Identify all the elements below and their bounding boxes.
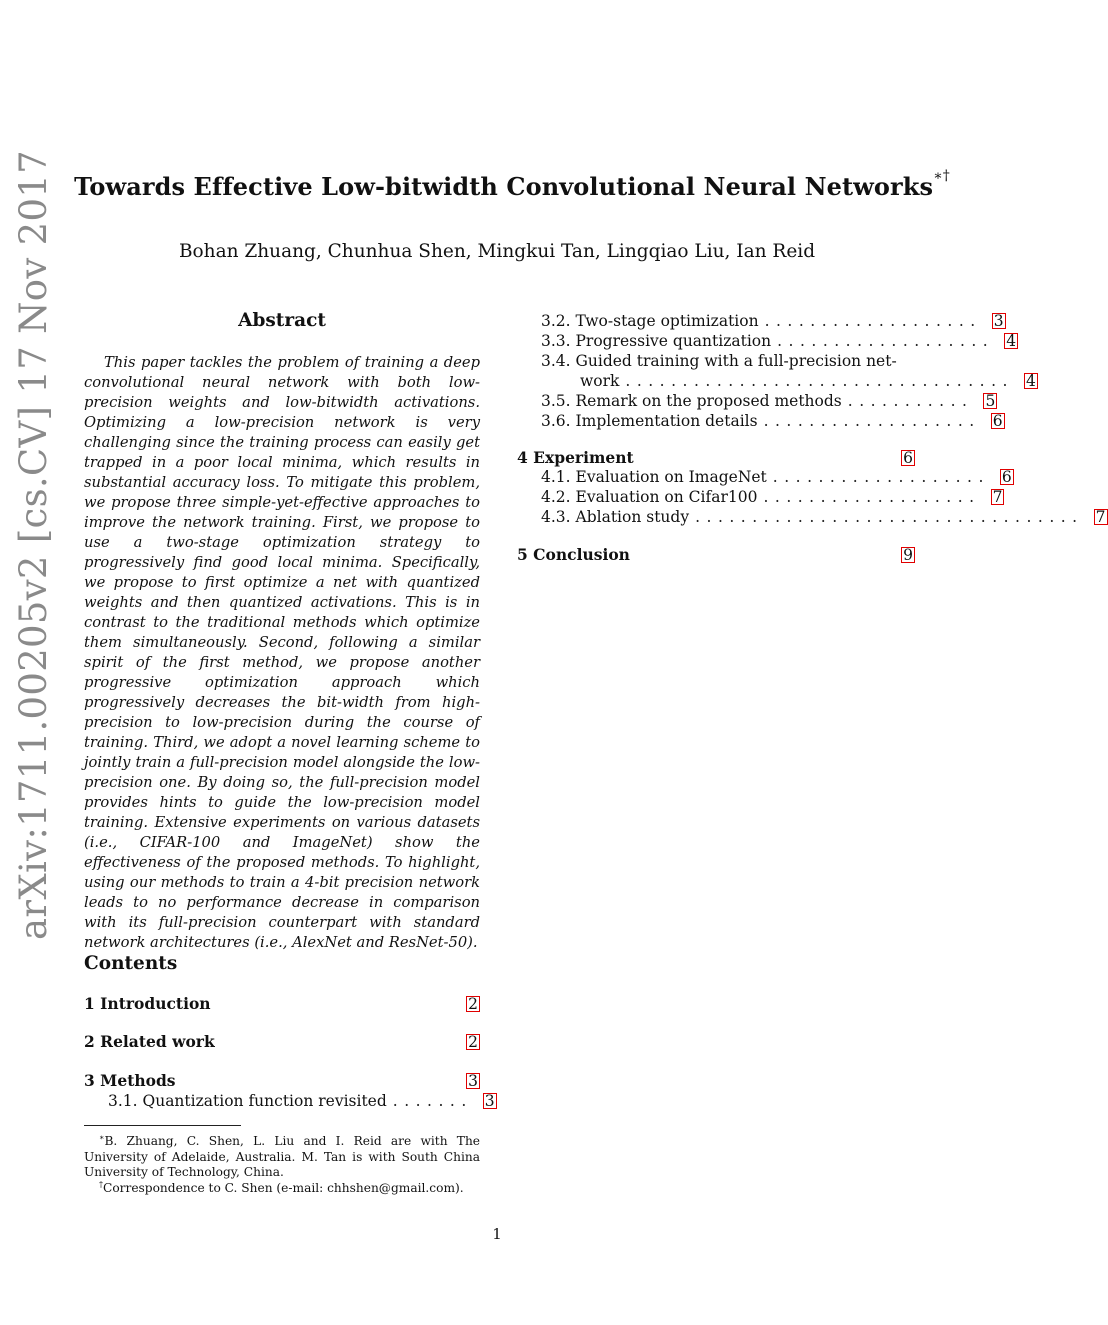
toc-label: 5 Conclusion <box>517 545 630 564</box>
toc-entry-methods[interactable] <box>84 1071 480 1090</box>
footnote-text: B. Zhuang, C. Shen, L. Liu and I. Reid are with The University of Adelaide, Australia. M. Tan is with South China University of Technology, China. <box>84 1134 480 1180</box>
toc-entry-progressive-quantization[interactable]: 3.3. Progressive quantization ................... 4 <box>541 332 1017 350</box>
footnote-mark: † <box>99 1180 103 1189</box>
toc-label: 4.2. Evaluation on Cifar100 <box>541 488 758 506</box>
toc-page-link[interactable]: 5 <box>985 392 996 410</box>
toc-page-link[interactable]: 3 <box>993 312 1004 330</box>
toc-page-link[interactable]: 2 <box>468 995 478 1013</box>
toc-label: 3.2. Two-stage optimization <box>541 312 759 330</box>
title-footnote-marks[interactable]: ∗† <box>933 168 950 184</box>
toc-page-link[interactable]: 7 <box>992 488 1003 506</box>
abstract-heading: Abstract <box>238 310 326 331</box>
toc-page-link[interactable]: 4 <box>1006 332 1017 350</box>
toc-label: 4 Experiment <box>517 448 634 467</box>
toc-entry-guided-training[interactable] <box>541 352 915 370</box>
toc-entry-quantization-function[interactable]: 3.1. Quantization function revisited ....... 3 <box>108 1092 495 1110</box>
toc-page-link[interactable]: 4 <box>1025 372 1036 390</box>
toc-label: 4.3. Ablation study <box>541 508 690 526</box>
toc-entry-two-stage[interactable]: 3.2. Two-stage optimization ................... 3 <box>541 312 1004 330</box>
toc-entry-cifar100[interactable]: 4.2. Evaluation on Cifar100 ................... 7 <box>541 488 1003 506</box>
toc-entry-imagenet[interactable]: 4.1. Evaluation on ImageNet ................... 6 <box>541 468 1012 486</box>
arxiv-identifier: arXiv:1711.00205v2 [cs.CV] 17 Nov 2017 <box>12 150 55 940</box>
footnote-mark: ∗ <box>99 1133 105 1142</box>
toc-label: 2 Related work <box>84 1032 215 1051</box>
toc-label: work <box>580 372 620 390</box>
toc-entry-ablation[interactable]: 4.3. Ablation study .................................. 7 <box>541 508 1106 526</box>
toc-label: 3.4. Guided training with a full-precision net- <box>541 352 897 370</box>
toc-page-link[interactable]: 6 <box>1001 468 1012 486</box>
toc-page-link[interactable]: 6 <box>992 412 1003 430</box>
toc-page-link[interactable]: 7 <box>1095 508 1106 526</box>
contents-heading: Contents <box>84 953 178 974</box>
toc-page-link[interactable]: 3 <box>468 1072 478 1090</box>
toc-entry-experiment[interactable] <box>517 448 915 467</box>
toc-label: 3.1. Quantization function revisited <box>108 1092 387 1110</box>
footnote-affiliations <box>84 1130 480 1181</box>
toc-label: 1 Introduction <box>84 994 211 1013</box>
toc-label: 4.1. Evaluation on ImageNet <box>541 468 767 486</box>
footnote-divider <box>84 1125 241 1126</box>
footnote-correspondence <box>84 1177 480 1197</box>
toc-page-link[interactable]: 2 <box>468 1033 478 1051</box>
toc-entry-remark[interactable]: 3.5. Remark on the proposed methods ........... 5 <box>541 392 996 410</box>
toc-entry-implementation[interactable]: 3.6. Implementation details ................... 6 <box>541 412 1003 430</box>
footnote-text: Correspondence to C. Shen (e-mail: chhshen@gmail.com). <box>103 1181 464 1196</box>
toc-entry-conclusion[interactable] <box>517 545 915 564</box>
toc-label: 3 Methods <box>84 1071 176 1090</box>
toc-entry-guided-training-cont[interactable]: work .................................. 4 <box>580 372 1036 390</box>
toc-page-link[interactable]: 3 <box>484 1092 495 1110</box>
toc-label: 3.6. Implementation details <box>541 412 758 430</box>
paper-title-text: Towards Effective Low-bitwidth Convolutional Neural Networks <box>74 172 934 201</box>
paper-title <box>0 168 1024 201</box>
toc-entry-related-work[interactable] <box>84 1032 480 1051</box>
toc-label: 3.3. Progressive quantization <box>541 332 772 350</box>
toc-entry-introduction[interactable] <box>84 994 480 1013</box>
abstract-text: This paper tackles the problem of training a deep convolutional neural network with both low-precision weights and low-bitwidth activations. Optimizing a low-precision network is very challenging since the training process can easily get trapped in a poor local minima, which results in substantial accuracy loss. To mitigate this problem, we propose three simple-yet-effective approaches to improve the network training. First, we propose to use a two-stage optimization strategy to progressively find good local minima. Specifically, we propose to first optimize a net with quantized weights and then quantized activations. This is in contrast to the traditional methods which optimize them simultaneously. Second, following a similar spirit of the first method, we propose another progressive optimization approach which progressively decreases the bit-width from high-precision to low-precision during the course of training. Third, we adopt a novel learning scheme to jointly train a full-precision model alongside the low-precision one. By doing so, the full-precision model provides hints to guide the low-precision model training. Extensive experiments on various datasets (i.e., CIFAR-100 and ImageNet) show the effectiveness of the proposed methods. To highlight, using our methods to train a 4-bit precision network leads to no performance decrease in comparison with its full-precision counterpart with standard network architectures (i.e., AlexNet and ResNet-50). <box>84 354 480 951</box>
author-list: Bohan Zhuang, Chunhua Shen, Mingkui Tan, Lingqiao Liu, Ian Reid <box>178 241 816 262</box>
page-number: 1 <box>492 1225 502 1243</box>
toc-label: 3.5. Remark on the proposed methods <box>541 392 842 410</box>
toc-page-link[interactable]: 9 <box>903 546 913 564</box>
toc-page-link[interactable]: 6 <box>903 449 913 467</box>
